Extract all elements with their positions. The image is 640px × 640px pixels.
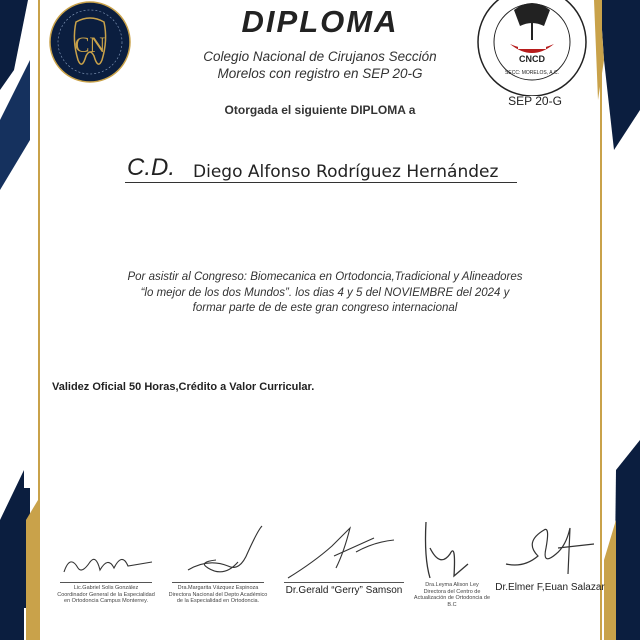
left-border-decoration [0,0,40,640]
college-logo-left [48,0,132,88]
logo-left-letters: CN [74,32,106,57]
signature-block-5 [494,518,606,594]
signatory-2-name: Dra.Margarita Vázquez Espinoza [177,585,259,591]
signatory-3-name: Dr.Gerald “Gerry” Samson [285,585,403,596]
signatory-1-title: Coordinador General de la Especialidad en Ortodoncia Campus Monterrey. [57,591,155,604]
signatory-5-name: Dr.Elmer F,Euan Salazar [495,582,605,593]
signature-block-1 [56,544,156,605]
signature-scribble-3 [274,522,414,582]
validity-statement: Validez Oficial 50 Horas,Crédito a Valor Curricular. [52,381,315,393]
signatory-1-name: Lic.Gabriel Solis González [73,585,139,591]
signature-block-2 [168,522,268,605]
signatory-4-title: Directora del Centro de Actualización de Ortodoncia de B.C [413,588,491,608]
issuer-subtitle [150,48,490,82]
granted-statement: Otorgada el siguiente DIPLOMA a [224,103,416,117]
left-gold-rule [38,0,40,640]
sep-registration-code: SEP 20-G [508,94,562,108]
recipient-title-prefix: C.D. [127,154,175,181]
cncd-seal-logo [474,0,590,96]
seal-center-text: CNCD [519,54,545,64]
signature-block-4 [410,518,494,608]
signatory-2-title: Directora Nacional del Depto Académico de la Especialidad en Ortodoncia. [168,591,268,604]
signature-scribble-1 [56,544,156,582]
signature-block-3 [274,522,414,597]
signature-scribble-2 [168,522,268,582]
body-line-2: “lo mejor de los dos Mundos”. los dias 4 y 5 del NOVIEMBRE del 2024 y [140,286,510,299]
body-line-1: Por asistir al Congreso: Biomecanica en Ortodoncia,Tradicional y Alineadores [127,271,523,283]
signature-scribble-4 [410,518,494,582]
body-line-3: formar parte de de este gran congreso internacional [192,302,458,314]
signatory-4-name: Dra.Leyma Alison Ley [425,582,479,588]
diploma-title: DIPLOMA [241,4,399,39]
issuer-line-2: Morelos con registro en SEP 20-G [217,66,423,81]
name-underline [125,182,517,183]
signature-scribble-5 [494,518,606,582]
recipient-name: Diego Alfonso Rodríguez Hernández [193,162,499,182]
diploma-body [90,270,560,317]
issuer-line-1: Colegio Nacional de Cirujanos Sección [203,49,437,64]
seal-bottom-text: SECC: MORELOS, A.C. [505,70,559,76]
